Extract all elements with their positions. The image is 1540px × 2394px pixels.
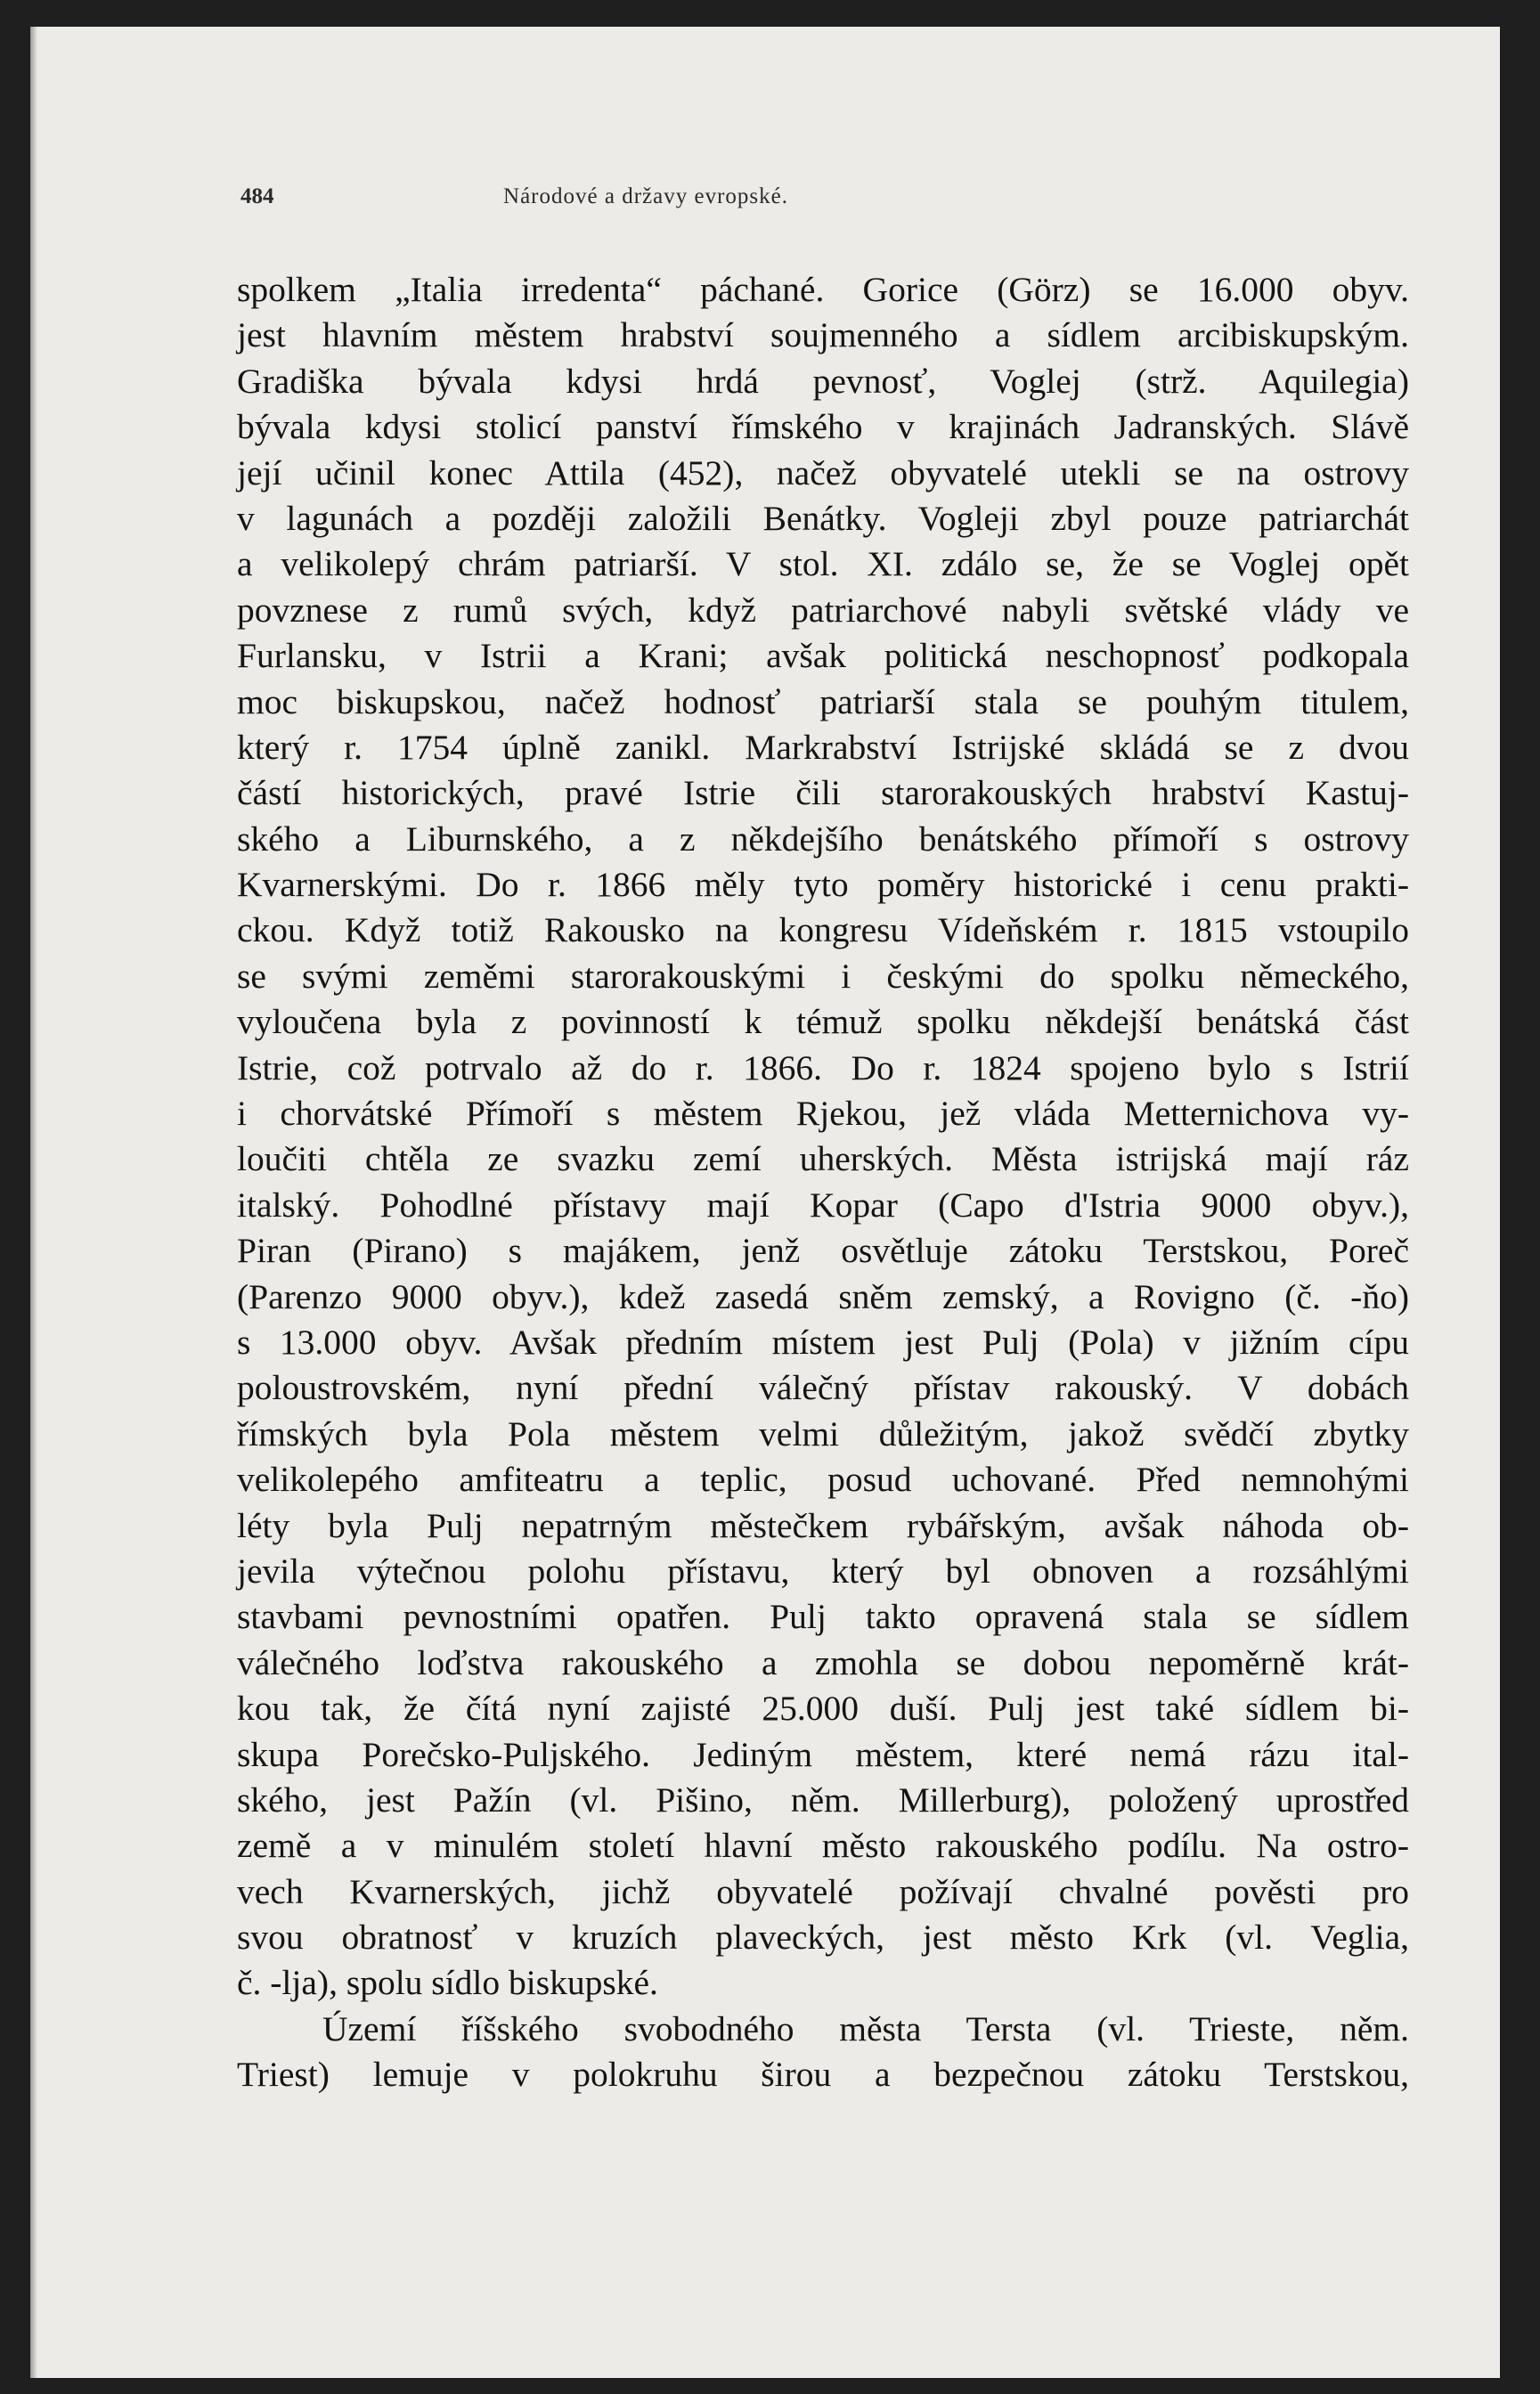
text-line: moc biskupskou, načež hodnosť patriarší stala se pouhým titulem,: [237, 681, 1409, 721]
text-line: se svými zeměmi starorakouskými i českými do spolku německého,: [237, 956, 1409, 996]
text-line: jest hlavním městem hrabství soujmenného a sídlem arcibiskupským.: [237, 315, 1409, 355]
text-line: (Parenzo 9000 obyv.), kdež zasedá sněm zemský, a Rovigno (č. -ňo): [237, 1276, 1409, 1316]
body-text: [237, 267, 1409, 2098]
text-line: Furlansku, v Istrii a Krani; avšak politická neschopnosť podkopala: [237, 636, 1409, 676]
text-line: bývala kdysi stolicí panství římského v krajinách Jadranských. Slávě: [237, 407, 1409, 447]
text-line: v lagunách a později založili Benátky. Vogleji zbyl pouze patriarchát: [237, 498, 1409, 538]
text-line: válečného loďstva rakouského a zmohla se dobou nepoměrně krát-: [237, 1642, 1409, 1682]
text-line: vech Kvarnerských, jichž obyvatelé požívají chvalné pověsti pro: [237, 1871, 1409, 1911]
text-line: římských byla Pola městem velmi důležitým, jakož svědčí zbytky: [237, 1413, 1409, 1454]
text-line: velikolepého amfiteatru a teplic, posud uchované. Před nemnohými: [237, 1460, 1409, 1500]
text-line: povznese z rumů svých, když patriarchové nabyli světské vlády ve: [237, 590, 1409, 630]
text-line: loučiti chtěla ze svazku zemí uherských. Města istrijská mají ráz: [237, 1139, 1409, 1179]
text-line: ckou. Když totiž Rakousko na kongresu Vídeňském r. 1815 vstoupilo: [237, 910, 1409, 950]
text-line: poloustrovském, nyní přední válečný přístav rakouský. V dobách: [237, 1368, 1409, 1408]
text-line: stavbami pevnostními opatřen. Pulj takto opravená stala se sídlem: [237, 1597, 1409, 1637]
text-line: Gradiška bývala kdysi hrdá pevnosť, Voglej (strž. Aquilegia): [237, 361, 1409, 401]
text-line: svou obratnosť v kruzích plaveckých, jest město Krk (vl. Veglia,: [237, 1918, 1409, 1958]
text-line: Kvarnerskými. Do r. 1866 měly tyto poměry historické i cenu prakti-: [237, 865, 1409, 905]
text-line: Istrie, což potrvalo až do r. 1866. Do r. 1824 spojeno bylo s Istrií: [237, 1047, 1409, 1087]
text-line: země a v minulém století hlavní město rakouského podílu. Na ostro-: [237, 1826, 1409, 1866]
text-line: její učinil konec Attila (452), načež obyvatelé utekli se na ostrovy: [237, 452, 1409, 493]
text-line: a velikolepý chrám patriarší. V stol. XI. zdálo se, že se Voglej opět: [237, 544, 1409, 584]
paragraph-end-line: č. -lja), spolu sídlo biskupské.: [237, 1963, 658, 2003]
text-line: ského a Liburnského, a z někdejšího benátského přímoří s ostrovy: [237, 818, 1409, 859]
paragraph-start-line: Území říšského svobodného města Tersta (vl. Trieste, něm.: [322, 2008, 1409, 2048]
text-line: skupa Porečsko-Puljského. Jediným městem, které nemá rázu ital-: [237, 1734, 1409, 1774]
text-line: Triest) lemuje v polokruhu širou a bezpečnou zátoku Terstskou,: [237, 2055, 1409, 2095]
text-line: který r. 1754 úplně zanikl. Markrabství Istrijské skládá se z dvou: [237, 727, 1409, 767]
text-line: i chorvátské Přímoří s městem Rjekou, jež vláda Metternichova vy-: [237, 1094, 1409, 1134]
text-line: jevila výtečnou polohu přístavu, který byl obnoven a rozsáhlými: [237, 1551, 1409, 1591]
text-line: spolkem „Italia irredenta“ páchané. Gorice (Görz) se 16.000 obyv.: [237, 270, 1409, 309]
text-line: vyloučena byla z povinností k témuž spolku někdejší benátská část: [237, 1002, 1409, 1042]
page-header: [240, 184, 1051, 220]
page-number: 484: [240, 184, 274, 208]
running-title: Národové a državy evropské.: [503, 184, 788, 208]
page-edge-shadow: [30, 27, 37, 2378]
text-line: Piran (Pirano) s majákem, jenž osvětluje zátoku Terstskou, Poreč: [237, 1231, 1409, 1271]
text-line: částí historických, pravé Istrie čili starorakouských hrabství Kastuj-: [237, 773, 1409, 813]
text-line: italský. Pohodlné přístavy mají Kopar (Capo d'Istria 9000 obyv.),: [237, 1185, 1409, 1225]
text-line: s 13.000 obyv. Avšak předním místem jest Pulj (Pola) v jižním cípu: [237, 1322, 1409, 1362]
text-line: kou tak, že čítá nyní zajisté 25.000 duší. Pulj jest také sídlem bi-: [237, 1689, 1409, 1729]
text-line: ského, jest Pažín (vl. Pišino, něm. Millerburg), položený uprostřed: [237, 1779, 1409, 1820]
text-line: léty byla Pulj nepatrným městečkem rybářským, avšak náhoda ob-: [237, 1505, 1409, 1545]
